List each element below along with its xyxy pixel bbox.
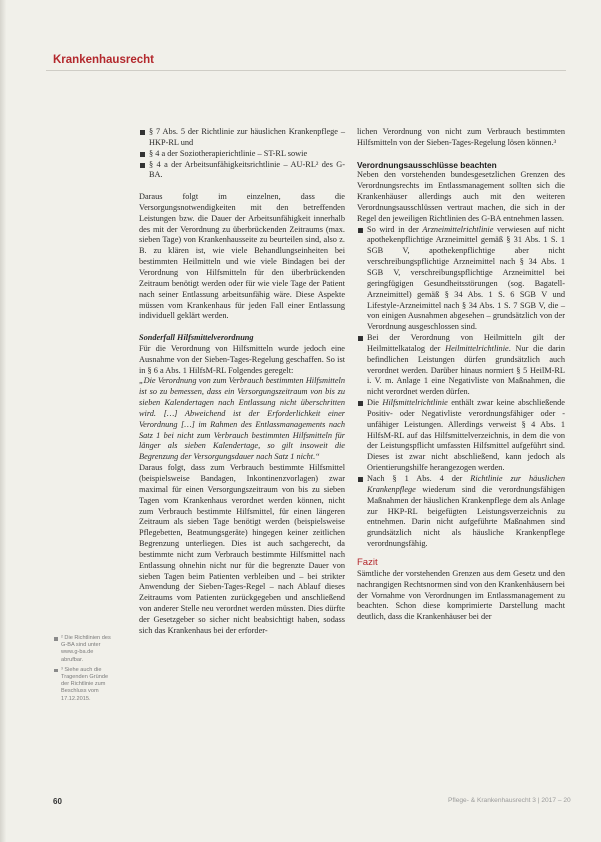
bullet-item (357, 398, 565, 474)
bullet-item: § 4 a der Arbeitsunfähigkeitsrichtlinie – AU-RL² des G-BA. (139, 160, 345, 182)
bullet-text: Bei der Verordnung von Heilmitteln gilt der Heilmittelkatalog der (367, 333, 565, 353)
subheading (139, 333, 345, 344)
margin-note: ² Die Richtlinien des G-BA sind unter www.g-ba.de abrufbar. (54, 635, 116, 664)
subheading-prefix: Sonderfall (139, 333, 178, 343)
bullet-item (357, 474, 565, 550)
paragraph: Daraus folgt, dass zum Verbrauch bestimmte Hilfsmittel (beispielsweise Bandagen, Inkontinenzvorlagen) zwar maximal für einen Versorgungszeitraum von bis zu sieben Tagen vom Krankenhaus verordnet werden können, nicht zum Verbrauch bestimmte Hilfsmittel, für einen längeren Zeitraum als sieben Tage benötigt werden (beispielsweise Pflegebetten, Beatmungsgeräte) hingegen keiner zeitlichen Begrenzung unterliegen. Dies ist auch sachgerecht, da bestimmte nicht zum Verbrauch bestimmte Hilfsmittel nach Entlassung ohnehin nicht nur für die begrenzte Dauer von sieben Tagen beim Patienten verbleiben und – bei strikter Anwendung der Sieben-Tages-Regel – nach Ablauf dieses Zeitraums vom Patienten zurückgegeben und anschließend von anderer Stelle neu verordnet werden müssten. Dies dürfte der Gesetzgeber so sicher nicht beabsichtigt haben, sodass sich das Krankenhaus bei der erforder- (139, 463, 345, 635)
paragraph-continuation: lichen Verordnung von nicht zum Verbrauch bestimmten Hilfsmitteln von der Sieben-Tages-Regelung lösen können.³ (357, 127, 565, 147)
fazit-heading: Fazit (357, 556, 378, 568)
footer-source: Pflege- & Krankenhausrecht 3 | 2017 – 20 (448, 797, 571, 804)
bullet-text: wiederum sind die verordnungsfähigen Maßnahmen der häuslichen Krankenpflege dem als Anlage zur HKP-RL beigefügten Leistungsverzeichnis zu entnehmen. Darin nicht aufgeführte Maßnahmen sind grundsätzlich nicht als häusliche Krankenpflege verordnungsfähig. (367, 484, 565, 549)
quotation: „Die Verordnung von zum Verbrauch bestimmten Hilfsmitteln ist so zu bemessen, dass ein Versorgungszeitraum von bis zu sieben Kalendertagen nach Entlassung nicht überschritten wird. […] Abweichend ist der Erforderlichkeit einer Verordnung […] im Rahmen des Entlassmanagements nach Satz 1 bei nicht zum Verbrauch bestimmten Hilfsmitteln für länger als sieben Kalendertage, so gilt insoweit die Begrenzung der Versorgungsdauer nach Satz 1 nicht.“ (139, 376, 345, 462)
paragraph: Für die Verordnung von Hilfsmitteln wurde jedoch eine Ausnahme von der Sieben-Tages-Regelung geschaffen. So ist in § 6 a Abs. 1 HilfsM-RL Folgendes geregelt: (139, 343, 345, 375)
right-column (357, 127, 565, 623)
paragraph: Neben den vorstehenden bundesgesetzlichen Grenzen des Verordnungsrechts im Entlassmanagement sollten sich die Krankenhäuser allerdings auch mit den weiteren Verordnungsausschlüssen vertraut machen, die sich in der Regel den jeweiligen Richtlinien des G-BA entnehmen lassen. (357, 170, 565, 223)
bullet-list (357, 225, 565, 550)
bullet-list-top (139, 127, 345, 181)
subheading-emphasis: Hilfsmittelverordnung (177, 333, 254, 343)
section-heading: Verordnungsausschlüsse beachten (357, 159, 497, 170)
bullet-item (357, 225, 565, 333)
margin-note: ³ Siehe auch die Tragenden Gründe der Richtlinie zum Beschluss vom 17.12.2015. (54, 667, 116, 703)
bullet-text: . Nur die darin befindlichen Leistungen dürfen grundsätzlich auch verordnet werden. Darüber hinaus normiert § 5 HeilM-RL i. V. m. Anlage 1 eine Negativliste von Maßnahmen, die nicht verordnet werden dürfen. (367, 343, 565, 397)
bullet-emphasis: Richtlinie zur häuslichen Krankenpflege (367, 474, 565, 494)
bullet-text: Die (367, 398, 383, 408)
margin-notes (54, 635, 116, 706)
paragraph: Sämtliche der vorstehenden Grenzen aus dem Gesetz und den nachrangigen Rechtsnormen sind von den Krankenhäusern bei der Vornahme von Verordnungen im Entlassmanagement zu beachten. Schon diese komprimierte Darstellung macht deutlich, dass die Krankenhäuser bei der (357, 568, 565, 622)
bullet-emphasis: Hilfsmittelrichtlinie (382, 398, 448, 408)
paragraph: Daraus folgt im einzelnen, dass die Versorgungsnotwendigkeiten mit den betreffenden Leistungen bzw. die Dauer der Arbeitsunfähigkeit innerhalb des mit der Verordnung zu überbrückenden Zeitraums (max. sieben Tage) von Krankenhausseite zu beurteilen sind, also z. B. zu klären ist, wie viele Behandlungseinheiten bei bestimmten Heilmitteln und wie viele Bindagen bei der Verordnung von Hilfsmitteln für den überbrückenden Zeitraum benötigt werden oder für wie viele Tage der Patient nach seiner Entlassung arbeitsunfähig wäre. Diese Aspekte müssen vom Krankenhaus für jeden Fall einer Entlassung individuell geklärt werden. (139, 192, 345, 321)
bullet-text: So wird in der (367, 224, 423, 234)
scan-edge (0, 0, 6, 842)
page-number: 60 (53, 797, 62, 806)
bullet-text: enthält zwar keine abschließende Positiv- oder Negativliste verordnungsfähiger oder -unfähiger Leistungen. Allerdings verweist § 4 Abs. 1 HilfsM-RL auf das Hilfsmittelverzeichnis, in dem die von der Leistungspflicht umfassten Hilfsmittel aufgeführt sind. Dieses ist zwar nicht abschließend, kann jedoch als Orientierungshilfe herangezogen werden. (367, 398, 565, 473)
bullet-text: verwiesen auf nicht apothekenpflichtige Arzneimittel gemäß § 31 Abs. 1 S. 1 SGB V, apothekenpflichtige aber nicht verschreibungspflichtige Arzneimittel nach § 34 Abs. 1 SGB V, verschreibungspflichtige Arzneimittel bei geringfügigen Gesundheitsstörungen (sog. Bagatell-Arzneimittel) gemäß § 34 Abs. 1 S. 6 SGB V und Lifestyle-Arzneimittel nach § 34 Abs. 1 S. 7 SGB V, die – von einigen Ausnahmen abgesehen – grundsätzlich von der Verordnung ausgeschlossen sind. (367, 224, 565, 332)
bullet-item: § 7 Abs. 5 der Richtlinie zur häuslichen Krankenpflege – HKP-RL und (139, 127, 345, 149)
section-header: Krankenhausrecht (53, 54, 154, 66)
bullet-text: Nach § 1 Abs. 4 der (367, 474, 471, 483)
bullet-emphasis: Heilmittelrichtlinie (445, 343, 509, 353)
left-column (139, 127, 345, 637)
bullet-item: § 4 a der Soziotherapierichtlinie – ST-RL sowie (139, 149, 345, 160)
bullet-item (357, 333, 565, 398)
bullet-emphasis: Arzneimittelrichtlinie (422, 224, 494, 234)
header-rule (46, 70, 566, 71)
